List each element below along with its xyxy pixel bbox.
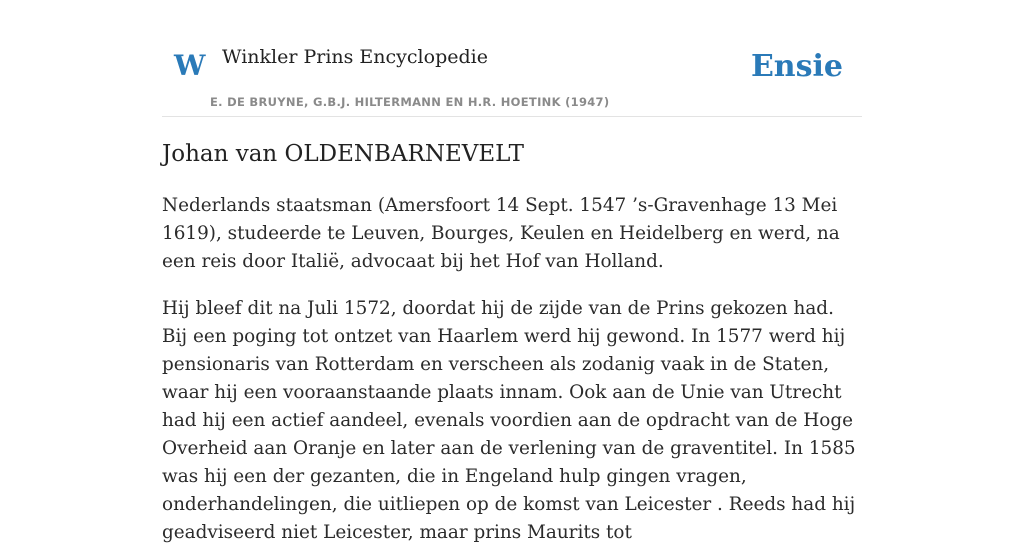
page-container	[162, 0, 862, 543]
publication-authors: E. DE BRUYNE, G.B.J. HILTERMANN EN H.R. HOETINK (1947)	[210, 95, 610, 109]
publication-title[interactable]: Winkler Prins Encyclopedie	[222, 46, 488, 68]
article-title: Johan van OLDENBARNEVELT	[162, 141, 524, 167]
brand-logo[interactable]: Ensie	[750, 49, 843, 84]
publication-logo-icon[interactable]: W	[174, 49, 206, 82]
article-paragraph: Hij bleef dit na Juli 1572, doordat hij de zijde van de Prins gekozen had. Bij een poging tot ontzet van Haarlem werd hij gewond. In 1577 werd hij pensionaris van Rotterdam en verscheen als zodanig vaak in de Staten, waar hij een vooraanstaande plaats innam. Ook aan de Unie van Utrecht had hij een actief aandeel, evenals voordien aan de opdracht van de Hoge Overheid aan Oranje en later aan de verlening van de graventitel. In 1585 was hij een der gezanten, die in Engeland hulp gingen vragen, onderhandelingen, die uitliepen op de komst van Leicester . Reeds had hij geadviseerd niet Leicester, maar prins Maurits tot	[162, 298, 856, 543]
article-paragraph: Nederlands staatsman (Amersfoort 14 Sept. 1547 ’s-Gravenhage 13 Mei 1619), studeerde te Leuven, Bourges, Keulen en Heidelberg en werd, na een reis door Italië, advocaat bij het Hof van Holland.	[162, 195, 840, 272]
site-header	[162, 0, 862, 117]
